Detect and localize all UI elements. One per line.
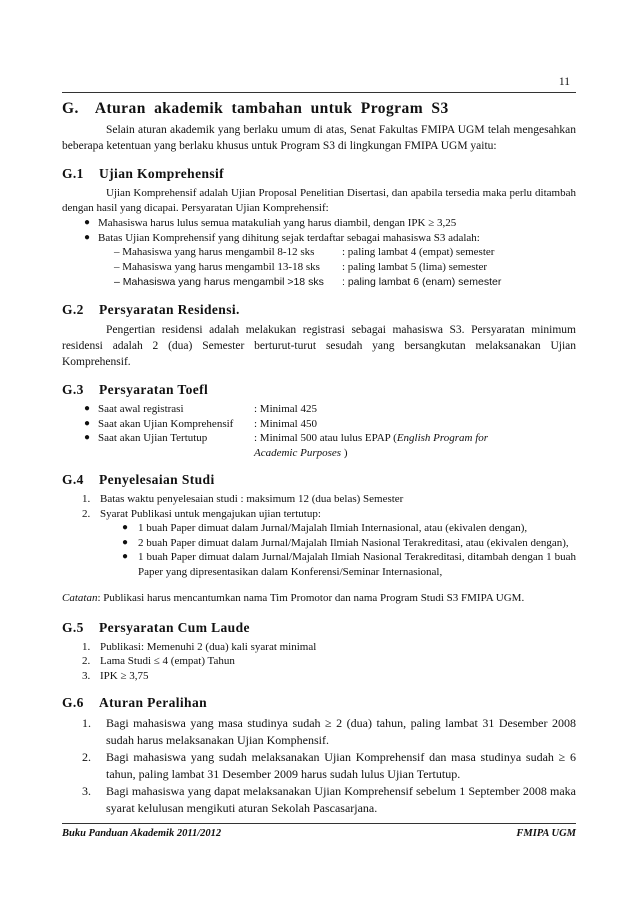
g4-list: [82, 492, 576, 579]
list-item: ● Mahasiswa harus lulus semua matakuliah yang harus diambil, dengan IPK ≥ 3,25: [84, 217, 457, 229]
section-heading-g: [62, 100, 576, 118]
bullet-icon: ●: [84, 231, 91, 243]
subsection-heading-g2: [62, 302, 576, 318]
list-item: 2. Syarat Publikasi untuk mengajukan ujian tertutup: ● 1 buah Paper dimuat dalam Jurnal/Majalah Ilmiah Internasional, atau (ekivalen dengan), ● 2 buah Paper dimuat dalam Jurnal/Majalah Ilmiah Nasional Terakreditasi, atau (ekivalen dengan), ● 1 buah Paper dimuat dalam Jurnal/Majalah Ilmiah Nasional Terakreditasi, ditambah dengan 1 buah Paper yang dipresentasikan dalam Konferensi/Seminar Internasional,: [82, 507, 576, 578]
list-item: ● Saat awal registrasi : Minimal 425: [84, 403, 317, 415]
list-item: ● Batas Ujian Komprehensif yang dihitung sejak terdaftar sebagai mahasiswa S3 adalah:: [84, 231, 480, 244]
header-rule: [62, 92, 576, 93]
subsection-heading-g4: [62, 472, 576, 488]
bullet-icon: ●: [122, 522, 129, 533]
g1-paragraph: Ujian Komprehensif adalah Ujian Proposal Penelitian Disertasi, dan apabila tersedia maka perlu ditambah dengan hasil yang dicapai. Persyaratan Ujian Komprehensif:: [62, 187, 576, 214]
list-item: 3. IPK ≥ 3,75: [82, 669, 149, 682]
list-item: – Mahasiswa yang harus mengambil 8-12 sks : paling lambat 4 (empat) semester: [114, 246, 495, 258]
epap-italic: English Program for Academic Purposes: [254, 432, 489, 459]
subsection-title: Persyaratan Residensi.: [99, 302, 240, 317]
list-item: ● 1 buah Paper dimuat dalam Jurnal/Majalah Ilmiah Internasional, atau (ekivalen dengan),: [122, 522, 528, 534]
section-number: G.: [62, 100, 79, 117]
page-content: [62, 100, 576, 817]
subsection-title: Persyaratan Toefl: [99, 382, 209, 397]
bullet-icon: ●: [84, 417, 91, 429]
g4-note: Catatan: Publikasi harus mencantumkan nama Tim Promotor dan nama Program Studi S3 FMIPA UGM.: [62, 592, 525, 604]
subsection-number: G.3: [62, 382, 84, 397]
bullet-icon: ●: [122, 536, 129, 548]
subsection-number: G.6: [62, 695, 84, 710]
section-title: Aturan akademik tambahan untuk Program S3: [94, 100, 449, 117]
intro-paragraph: Selain aturan akademik yang berlaku umum di atas, Senat Fakultas FMIPA UGM telah mengesahkan beberapa ketentuan yang berlaku khusus untuk Program S3 di lingkungan FMIPA UGM yaitu:: [62, 124, 576, 152]
subsection-heading-g1: [62, 166, 576, 182]
subsection-title: Ujian Komprehensif: [99, 166, 225, 181]
footer-faculty: FMIPA UGM: [516, 828, 576, 839]
subsection-number: G.2: [62, 302, 84, 317]
list-item: 1. Publikasi: Memenuhi 2 (dua) kali syarat minimal: [82, 640, 317, 653]
subsection-title: Penyelesaian Studi: [99, 472, 215, 487]
list-item: ● 2 buah Paper dimuat dalam Jurnal/Majalah Ilmiah Nasional Terakreditasi, atau (ekivalen dengan),: [122, 536, 569, 549]
footer-rule: [62, 823, 576, 824]
subsection-title: Persyaratan Cum Laude: [99, 619, 250, 635]
g1-dash-list: [114, 245, 576, 290]
list-item: ● Saat akan Ujian Komprehensif : Minimal 450: [84, 417, 317, 430]
list-item: 1. Bagi mahasiswa yang masa studinya sudah ≥ 2 (dua) tahun, paling lambat 31 Desember 2008 sudah harus melaksanakan Ujian Komphensif.: [82, 716, 576, 747]
list-item: ● 1 buah Paper dimuat dalam Jurnal/Majalah Ilmiah Nasional Terakreditasi, ditambah dengan 1 buah Paper yang dipresentasikan dalam Konferensi/Seminar Internasional,: [122, 551, 576, 578]
g4-sub-list: [122, 521, 576, 579]
list-item: 3. Bagi mahasiswa yang dapat melaksanakan Ujian Komprehensif sebelum 1 September 2008 maka syarat kelulusan mengikuti aturan Sekolah Pascasarjana.: [82, 784, 576, 815]
list-item: – Mahasiswa yang harus mengambil 13-18 sks : paling lambat 5 (lima) semester: [114, 261, 488, 273]
g5-list: [82, 640, 576, 684]
list-item: 1. Batas waktu penyelesaian studi : maksimum 12 (dua belas) Semester: [82, 493, 404, 505]
list-item: ● Saat akan Ujian Tertutup : Minimal 500 atau lulus EPAP (English Program for Academic Purposes ): [84, 432, 489, 459]
g3-list: [84, 402, 576, 460]
bullet-icon: ●: [84, 432, 91, 443]
bullet-icon: ●: [122, 551, 129, 562]
subsection-heading-g5: [62, 620, 576, 636]
subsection-number: G.1: [62, 166, 84, 181]
list-item: – Mahasiswa yang harus mengambil >18 sks : paling lambat 6 (enam) semester: [114, 276, 502, 288]
subsection-heading-g6: [62, 695, 576, 711]
list-item: 2. Bagi mahasiswa yang sudah melaksanakan Ujian Komprehensif dan masa studinya sudah ≥ 6 tahun, paling lambat 31 Desember 2009 harus sudah lulus Ujian Tertutup.: [82, 750, 576, 781]
g1-bullet-list: [84, 216, 576, 245]
footer-title: Buku Panduan Akademik 2011/2012: [62, 828, 222, 839]
note-label: Catatan: [62, 592, 98, 604]
bullet-icon: ●: [84, 403, 91, 414]
page-number: 11: [558, 76, 570, 88]
subsection-number: G.4: [62, 472, 84, 487]
list-item: 2. Lama Studi ≤ 4 (empat) Tahun: [82, 655, 235, 667]
subsection-heading-g3: [62, 382, 576, 398]
bullet-icon: ●: [84, 217, 91, 228]
g2-paragraph: Pengertian residensi adalah melakukan registrasi sebagai mahasiswa S3. Persyaratan minimum residensi adalah 2 (dua) Semester berturut-turut sesudah yang bersangkutan melaksanakan Ujian Komprehensif.: [62, 324, 576, 368]
g6-list: [82, 715, 576, 817]
subsection-title: Aturan Peralihan: [99, 695, 208, 710]
subsection-number: G.5: [62, 619, 84, 635]
